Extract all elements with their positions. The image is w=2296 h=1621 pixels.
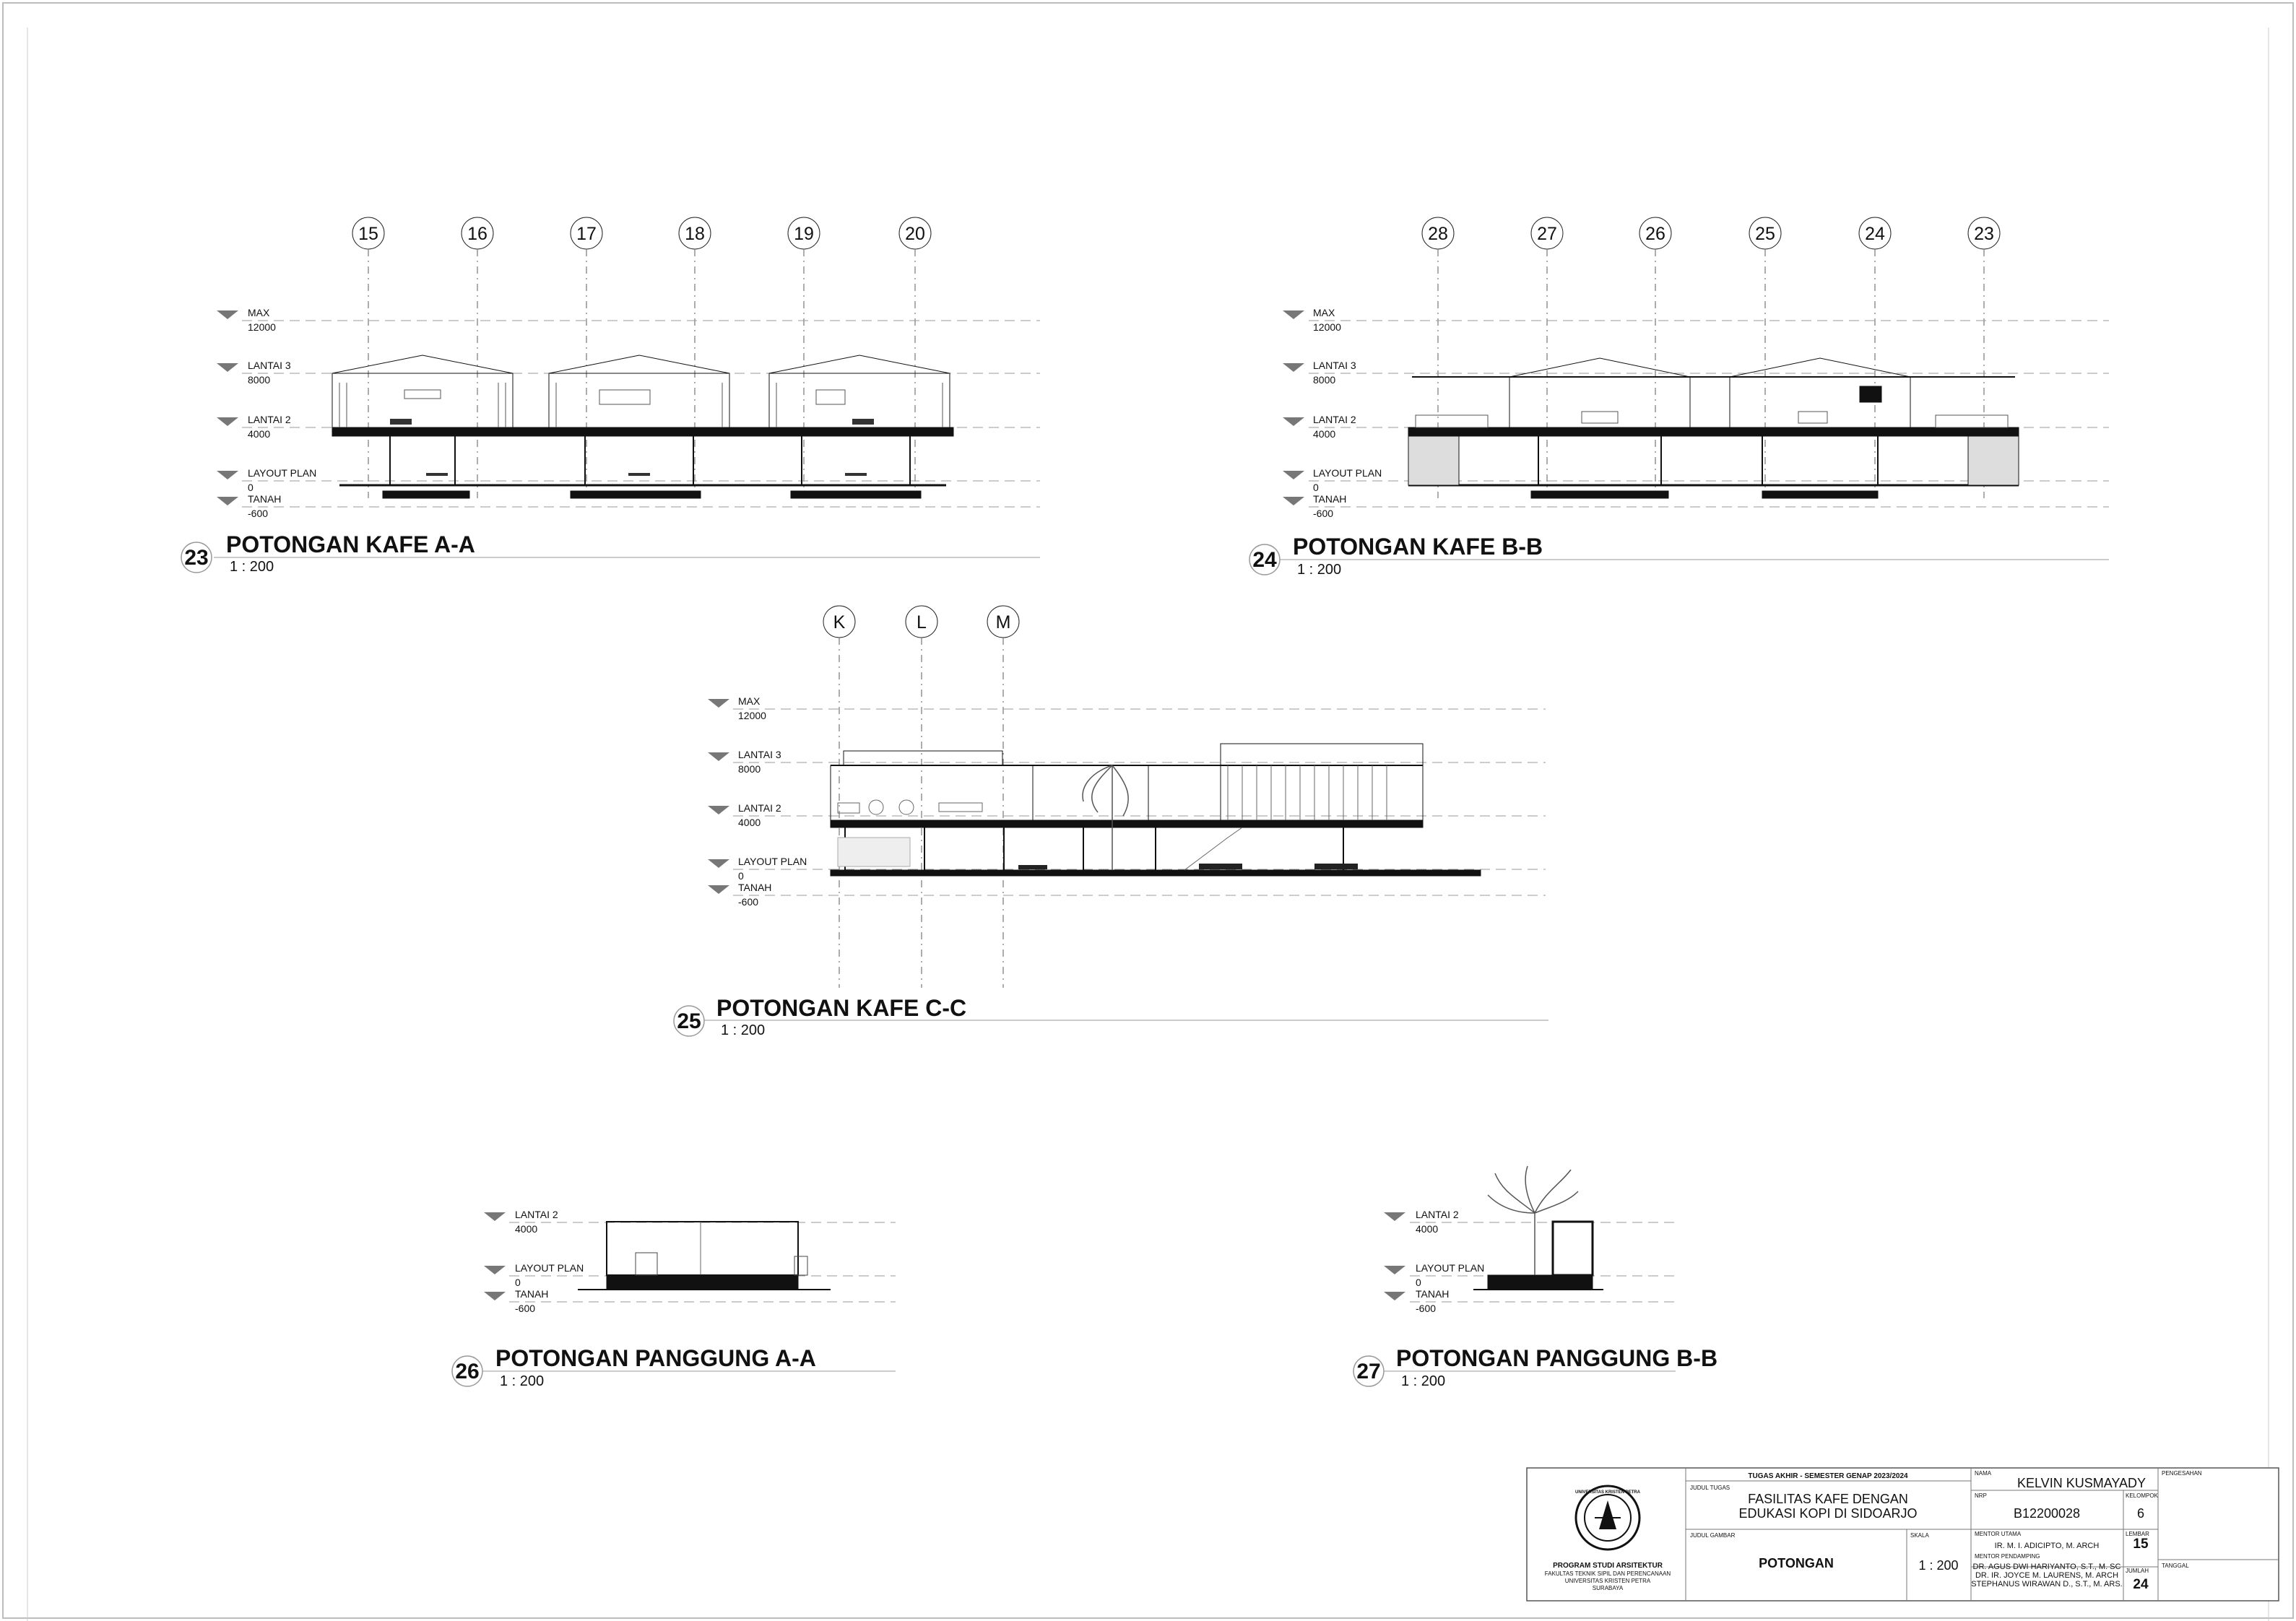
nrp-value: B12200028 — [2013, 1506, 2081, 1521]
mentor-pendamping-3: STEPHANUS WIRAWAN D., S.T., M. ARS. — [1971, 1580, 2123, 1589]
mentor-utama: IR. M. I. ADICIPTO, M. ARCH — [1994, 1542, 2100, 1550]
grid-label: 26 — [1645, 224, 1665, 244]
level-name: LAYOUT PLAN — [1416, 1262, 1485, 1274]
section-scale: 1 : 200 — [500, 1373, 545, 1389]
lembar-value: 15 — [2133, 1537, 2149, 1552]
nama-label: NAMA — [1975, 1470, 1992, 1477]
grid-label: L — [917, 612, 927, 633]
level-value: 0 — [248, 482, 254, 493]
section-number: 24 — [1252, 548, 1277, 572]
level-value: 4000 — [1313, 428, 1336, 440]
university-logo — [1575, 1486, 1641, 1550]
mentor-utama-label: MENTOR UTAMA — [1975, 1531, 2022, 1537]
judul-gambar: POTONGAN — [1759, 1556, 1834, 1570]
level-value: 12000 — [248, 321, 276, 333]
section-scale: 1 : 200 — [230, 559, 274, 575]
nama-value: KELVIN KUSMAYADY — [2017, 1476, 2146, 1490]
grid-label: M — [995, 612, 1011, 633]
skala-label: SKALA — [1910, 1532, 1929, 1539]
level-value: -600 — [1416, 1303, 1437, 1314]
level-value: -600 — [738, 896, 759, 908]
grid-label: K — [833, 612, 846, 633]
section-title: POTONGAN PANGGUNG B-B — [1396, 1345, 1718, 1371]
judul-tugas-line-1: FASILITAS KAFE DENGAN — [1748, 1492, 1908, 1506]
level-name: TANAH — [515, 1288, 549, 1300]
section-title: POTONGAN KAFE B-B — [1293, 534, 1543, 560]
level-name: LANTAI 2 — [738, 802, 781, 814]
section-title: POTONGAN KAFE C-C — [716, 995, 967, 1021]
university-name: UNIVERSITAS KRISTEN PETRA — [1564, 1578, 1651, 1584]
level-value: -600 — [515, 1303, 536, 1314]
section-scale: 1 : 200 — [721, 1022, 766, 1038]
level-value: 4000 — [515, 1223, 538, 1235]
grid-label: 18 — [685, 224, 705, 244]
level-value: 4000 — [1416, 1223, 1439, 1235]
level-name: TANAH — [1416, 1288, 1450, 1300]
level-value: 0 — [738, 870, 744, 882]
section-title: POTONGAN KAFE A-A — [226, 531, 475, 557]
section-number: 27 — [1356, 1360, 1381, 1383]
level-value: 8000 — [738, 763, 761, 775]
judul-tugas-line-2: EDUKASI KOPI DI SIDOARJO — [1738, 1506, 1918, 1521]
kelompok-label: KELOMPOK — [2126, 1492, 2158, 1499]
section-number: 26 — [455, 1360, 480, 1383]
level-name: LANTAI 3 — [738, 749, 781, 760]
level-value: 12000 — [738, 710, 766, 721]
mentor-pendamping-1: DR. AGUS DWI HARIYANTO, S.T., M. SC — [1972, 1563, 2121, 1571]
faculty-name: FAKULTAS TEKNIK SIPIL DAN PERENCANAAN — [1544, 1570, 1671, 1577]
level-name: LAYOUT PLAN — [1313, 467, 1382, 479]
judul-gambar-label: JUDUL GAMBAR — [1690, 1532, 1736, 1539]
level-value: 12000 — [1313, 321, 1341, 333]
grid-label: 17 — [576, 224, 597, 244]
level-name: LANTAI 2 — [515, 1209, 558, 1220]
jumlah-label: JUMLAH — [2126, 1568, 2149, 1574]
level-value: 4000 — [248, 428, 271, 440]
level-name: LANTAI 2 — [248, 414, 291, 425]
grid-label: 19 — [794, 224, 814, 244]
level-value: 0 — [1416, 1277, 1421, 1288]
grid-label: 15 — [358, 224, 378, 244]
nrp-label: NRP — [1975, 1492, 1987, 1499]
section-number: 23 — [184, 546, 209, 570]
level-value: 4000 — [738, 817, 761, 828]
level-name: LAYOUT PLAN — [738, 856, 807, 867]
lembar-label: LEMBAR — [2126, 1531, 2149, 1537]
grid-label: 16 — [467, 224, 488, 244]
level-value: -600 — [248, 508, 269, 519]
pengesahan-label: PENGESAHAN — [2162, 1470, 2202, 1477]
level-name: LAYOUT PLAN — [515, 1262, 584, 1274]
grid-label: 27 — [1537, 224, 1557, 244]
jumlah-value: 24 — [2133, 1577, 2149, 1592]
level-value: 8000 — [248, 374, 271, 386]
grid-label: 25 — [1755, 224, 1775, 244]
level-name: LAYOUT PLAN — [248, 467, 317, 479]
level-name: LANTAI 3 — [1313, 360, 1356, 371]
level-value: 0 — [1313, 482, 1319, 493]
level-name: LANTAI 3 — [248, 360, 291, 371]
level-name: MAX — [248, 307, 270, 318]
level-value: 8000 — [1313, 374, 1336, 386]
grid-label: 23 — [1974, 224, 1994, 244]
mentor-pendamping-2: DR. IR. JOYCE M. LAURENS, M. ARCH — [1975, 1571, 2119, 1580]
city-name: SURABAYA — [1592, 1585, 1624, 1591]
tanggal-label: TANGGAL — [2162, 1563, 2189, 1569]
kelompok-value: 6 — [2136, 1506, 2145, 1521]
section-scale: 1 : 200 — [1401, 1373, 1446, 1389]
level-value: 0 — [515, 1277, 521, 1288]
title-block — [1527, 1468, 2279, 1601]
level-name: TANAH — [1313, 493, 1347, 505]
logo-text: UNIVERSITAS KRISTEN PETRA — [1575, 1490, 1640, 1495]
section-scale: 1 : 200 — [1297, 562, 1342, 578]
level-name: MAX — [738, 695, 761, 707]
level-value: -600 — [1313, 508, 1334, 519]
grid-label: 28 — [1428, 224, 1448, 244]
level-name: TANAH — [738, 882, 772, 893]
program-name: PROGRAM STUDI ARSITEKTUR — [1553, 1562, 1663, 1570]
section-number: 25 — [677, 1009, 701, 1033]
level-name: TANAH — [248, 493, 282, 505]
section-title: POTONGAN PANGGUNG A-A — [495, 1345, 816, 1371]
mentor-pendamping-label: MENTOR PENDAMPING — [1975, 1553, 2040, 1560]
level-name: MAX — [1313, 307, 1335, 318]
grid-label: 24 — [1865, 224, 1885, 244]
project-header: TUGAS AKHIR - SEMESTER GENAP 2023/2024 — [1748, 1472, 1908, 1480]
judul-tugas-label: JUDUL TUGAS — [1690, 1485, 1730, 1491]
skala-value: 1 : 200 — [1918, 1558, 1959, 1573]
grid-label: 20 — [905, 224, 925, 244]
level-name: LANTAI 2 — [1313, 414, 1356, 425]
level-name: LANTAI 2 — [1416, 1209, 1459, 1220]
